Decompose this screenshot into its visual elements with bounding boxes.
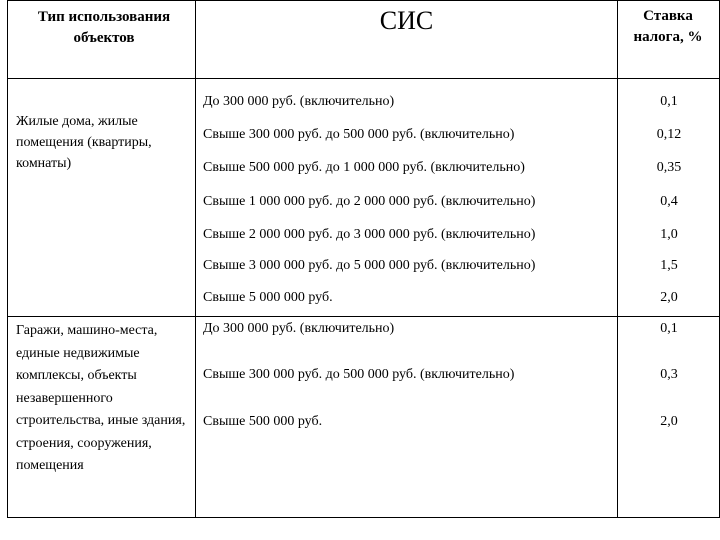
group1-range-7: Свыше 5 000 000 руб. [203,290,333,305]
column-divider-1 [195,0,196,518]
header-rate: Ставка налога, % [633,8,703,45]
group1-range-1: До 300 000 руб. (включительно) [203,94,395,109]
group1-range-6: Свыше 3 000 000 руб. до 5 000 000 руб. (включительно) [203,258,536,273]
group1-range-5: Свыше 2 000 000 руб. до 3 000 000 руб. (включительно) [203,227,536,242]
column-divider-2 [617,0,618,518]
header-cis: СИС [379,6,434,35]
group1-rate-1: 0,1 [660,94,678,109]
table-border-top [7,0,719,1]
group1-rate-3: 0,35 [656,160,682,175]
group1-rate-5: 1,0 [660,227,678,242]
group1-range-4: Свыше 1 000 000 руб. до 2 000 000 руб. (включительно) [203,194,536,209]
group2-rate-2: 0,3 [660,367,678,382]
group2-rate-3: 2,0 [660,414,678,429]
group1-rate-6: 1,5 [660,258,678,273]
table-border-left [7,0,8,518]
table-border-bottom [7,517,719,518]
header-bottom-border [7,78,719,79]
group1-range-2: Свыше 300 000 руб. до 500 000 руб. (включительно) [203,127,515,142]
group1-range-3: Свыше 500 000 руб. до 1 000 000 руб. (включительно) [203,160,525,175]
group1-rate-4: 0,4 [660,194,678,209]
group-divider [7,316,719,317]
group1-rate-2: 0,12 [656,127,682,142]
group2-type: Гаражи, машино-места, единые недвижимые комплексы, объекты незавершенного строительства, иные здания, строения, сооружения, помещения [16,323,186,473]
group2-range-2: Свыше 300 000 руб. до 500 000 руб. (включительно) [203,367,515,382]
group1-type: Жилые дома, жилые помещения (квартиры, комнаты) [16,114,152,171]
header-type: Тип использования объектов [37,9,171,46]
group2-range-3: Свыше 500 000 руб. [203,414,323,429]
group2-range-1: До 300 000 руб. (включительно) [203,321,395,336]
group2-rate-1: 0,1 [660,321,678,336]
group1-rate-7: 2,0 [660,290,678,305]
